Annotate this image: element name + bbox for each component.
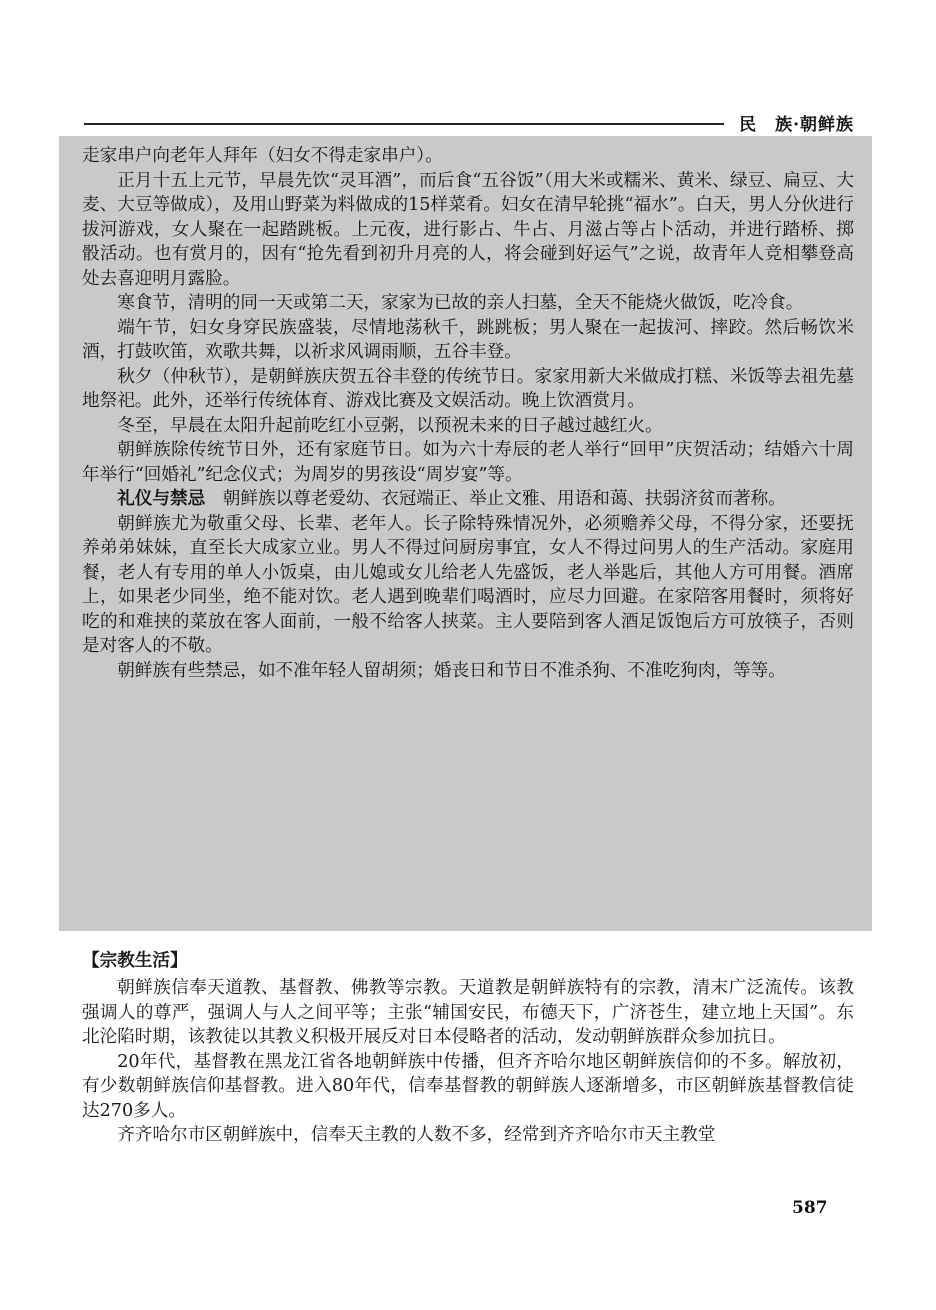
- paragraph-text: 朝鲜族以尊老爱幼、衣冠端正、举止文雅、用语和蔼、扶弱济贫而著称。: [205, 489, 786, 509]
- paragraph: 20年代，基督教在黑龙江省各地朝鲜族中传播，但齐齐哈尔地区朝鲜族信仰的不多。解放初，有少数朝鲜族信仰基督教。进入80年代，信奉基督教的朝鲜族人逐渐增多，市区朝鲜族基督教信徒达270多人。: [82, 1051, 854, 1121]
- inline-term: 礼仪与禁忌: [117, 489, 206, 509]
- paragraph: 端午节，妇女身穿民族盛装，尽情地荡秋千，跳跳板；男人聚在一起拔河、摔跤。然后畅饮米酒，打鼓吹笛，欢歌共舞，以祈求风调雨顺，五谷丰登。: [82, 317, 854, 362]
- paragraph: 朝鲜族有些禁忌，如不准年轻人留胡须；婚丧日和节日不准杀狗、不准吃狗肉，等等。: [117, 660, 786, 681]
- paragraph: 齐齐哈尔市区朝鲜族中，信奉天主教的人数不多，经常到齐齐哈尔市天主教堂: [117, 1125, 716, 1145]
- paragraph: 朝鲜族尤为敬重父母、长辈、老年人。长子除特殊情况外，必须赡养父母，不得分家，还要抚养弟弟妹妹，直至长大成家立业。男人不得过问厨房事宜，女人不得过问男人的生产活动。家庭用餐，老人有专用的单人小饭桌，由儿媳或女儿给老人先盛饭，老人举匙后，其他人方可用餐。酒席上，如果老少同坐，绝不能对饮。老人遇到晚辈们喝酒时，应尽力回避。在家陪客用餐时，须将好吃的和难挟的菜放在客人面前，一般不给客人挟菜。主人要陪到客人酒足饭饱后方可放筷子，否则是对客人的不敬。: [82, 513, 854, 656]
- paragraph: 朝鲜族信奉天道教、基督教、佛教等宗教。天道教是朝鲜族特有的宗教，清末广泛流传。该教强调人的尊严，强调人与人之间平等；主张“辅国安民，布德天下，广济苍生，建立地上天国”。东北沦陷时期，该教徒以其教义积极开展反对日本侵略者的活动，发动朝鲜族群众参加抗日。: [82, 978, 854, 1047]
- paragraph: 走家串户向老年人拜年（妇女不得走家串户）。: [82, 146, 443, 166]
- paragraph: 冬至，早晨在太阳升起前吃红小豆粥，以预祝未来的日子越过越红火。: [117, 415, 663, 436]
- paragraph: 秋夕（仲秋节），是朝鲜族庆贺五谷丰登的传统节日。家家用新大米做成打糕、米饭等去祖先墓地祭祀。此外，还举行传统体育、游戏比赛及文娱活动。晚上饮酒赏月。: [82, 366, 854, 411]
- paragraph: 朝鲜族除传统节日外，还有家庭节日。如为六十寿辰的老人举行“回甲”庆贺活动；结婚六十周年举行“回婚礼”纪念仪式；为周岁的男孩设“周岁宴”等。: [82, 440, 854, 485]
- section-heading: 【宗教生活】: [82, 951, 188, 971]
- paragraph-etiquette: [82, 487, 854, 512]
- paragraph: 正月十五上元节，早晨先饮“灵耳酒”，而后食“五谷饭”（用大米或糯米、黄米、绿豆、扁豆、大麦、大豆等做成），及用山野菜为料做成的15样菜肴。妇女在清早轮挑“福水”。白天，男人分伙进行拔河游戏，女人聚在一起踏跳板。上元夜，进行影占、牛占、月滋占等占卜活动，并进行踏桥、掷骰活动。也有赏月的，因有“抢先看到初升月亮的人，将会碰到好运气”之说，故青年人竞相攀登高处去喜迎明月露脸。: [82, 170, 854, 289]
- running-header: [84, 108, 854, 138]
- religion-section: [82, 948, 854, 1148]
- paragraph: 寒食节，清明的同一天或第二天，家家为已故的亲人扫墓，全天不能烧火做饭，吃冷食。: [117, 293, 804, 313]
- festivals-customs-section: [82, 144, 854, 683]
- header-title: 民 族·朝鲜族: [739, 115, 854, 135]
- header-rule: [84, 123, 724, 125]
- page-number: 587: [792, 1198, 828, 1218]
